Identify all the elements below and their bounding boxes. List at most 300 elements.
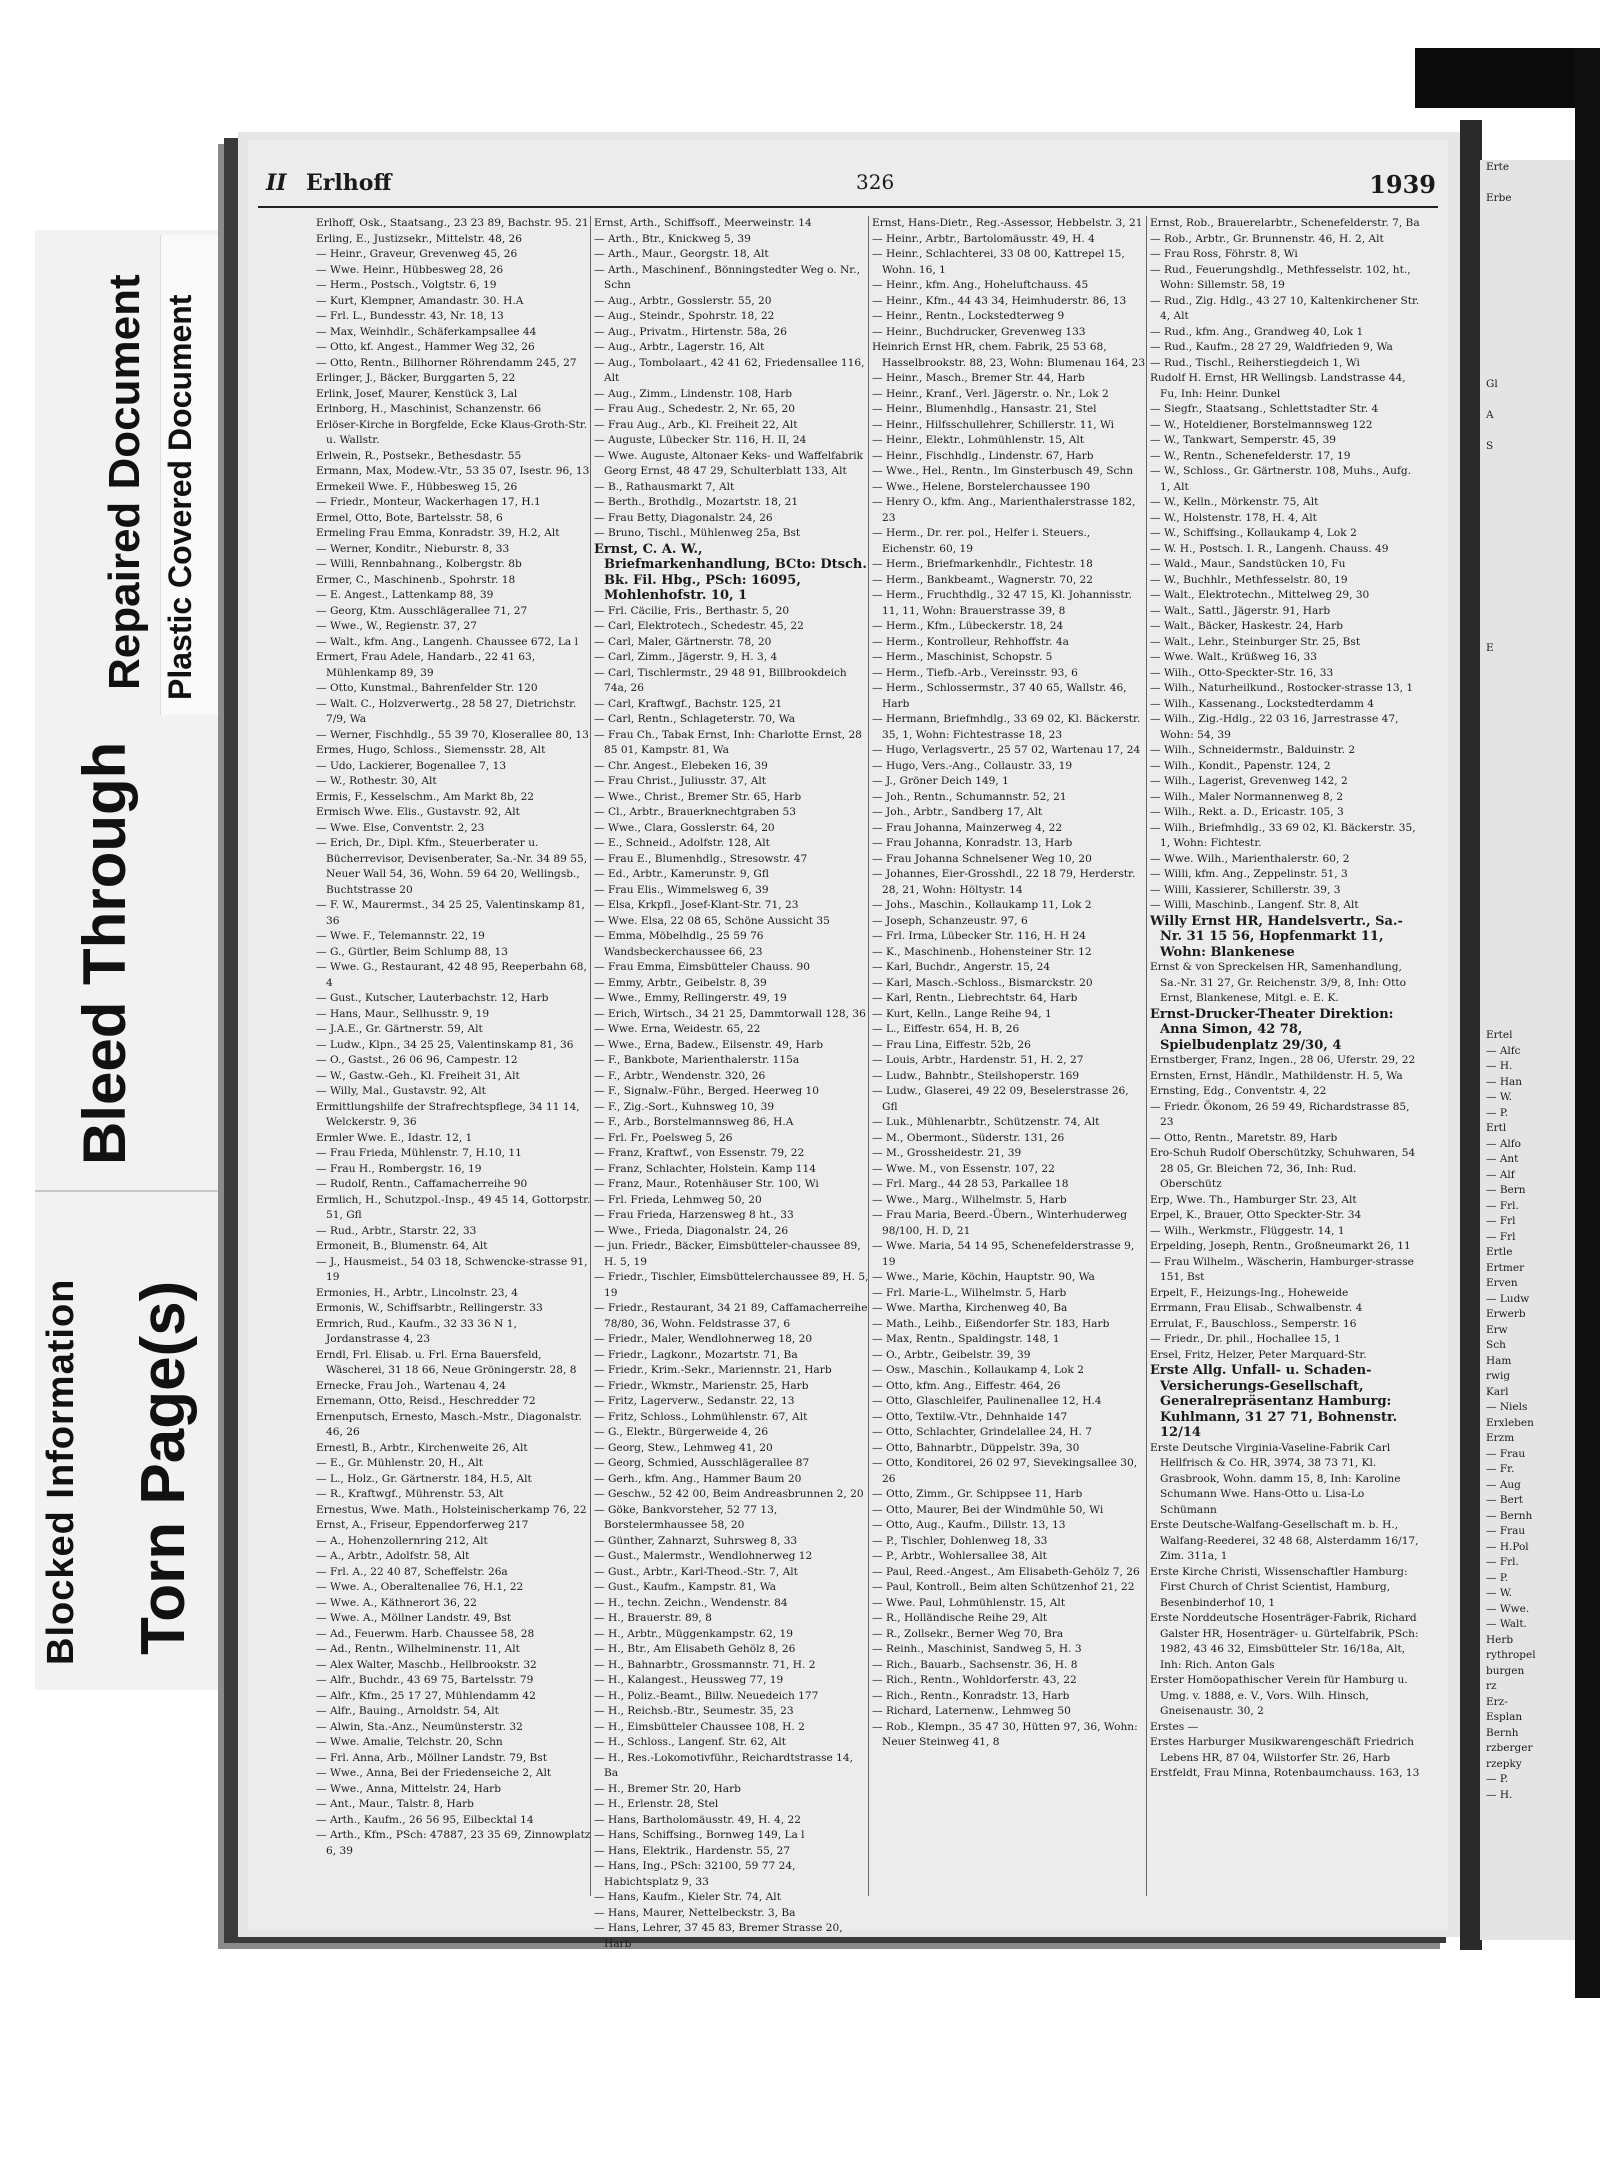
directory-entry: — Wilh., Kassenang., Lockstedterdamm 4 bbox=[1150, 697, 1374, 710]
adjacent-page-line bbox=[1480, 858, 1575, 874]
scanner-edge-shadow bbox=[1415, 48, 1600, 108]
directory-entry: — Willi, kfm. Ang., Zeppelinstr. 51, 3 bbox=[1150, 868, 1348, 880]
adjacent-page-line: Ertle bbox=[1486, 1246, 1513, 1258]
directory-entry: — Wilh., Werkmstr., Flüggestr. 14, 1 bbox=[1150, 1224, 1345, 1237]
directory-entry: — Friedr., Dr. phil., Hochallee 15, 1 bbox=[1150, 1333, 1341, 1345]
directory-entry: — Louis, Arbtr., Hardenstr. 51, H. 2, 27 bbox=[872, 1054, 1084, 1066]
directory-page bbox=[238, 132, 1460, 1950]
directory-entry: Erpelt, F., Heizungs-Ing., Hoheweide bbox=[1150, 1286, 1349, 1299]
adjacent-page-line: — Walt. bbox=[1486, 1618, 1527, 1630]
adjacent-page-line bbox=[1480, 966, 1575, 982]
directory-entry: — Wwe., Anna, Mittelstr. 24, Harb bbox=[316, 1782, 501, 1795]
adjacent-page-text bbox=[1480, 160, 1575, 1803]
running-head: Erlhoff bbox=[306, 170, 392, 196]
adjacent-page-line: — Frl bbox=[1486, 1215, 1516, 1227]
directory-entry: — Karl, Masch.-Schloss., Bismarckstr. 20 bbox=[872, 976, 1093, 989]
directory-entry: — Friedr., Lagkonr., Mozartstr. 71, Ba bbox=[594, 1348, 798, 1361]
directory-entry: — Erich, Dr., Dipl. Kfm., Steuerberater u. Bücherrevisor, Devisenberater, Sa.-Nr. 34 89 55, Neuer Wall 54, 36, Wohn. 59 64 20, Wellingsb., Buchtstrasse 20 bbox=[316, 837, 588, 896]
directory-entry: — G., Elektr., Bürgerweide 4, 26 bbox=[594, 1426, 769, 1438]
directory-entry: — Bruno, Tischl., Mühlenweg 25a, Bst bbox=[594, 527, 801, 539]
directory-entry: — Herm., Schlossermstr., 37 40 65, Wallstr. 46, Harb bbox=[872, 682, 1127, 710]
directory-entry: — Geschw., 52 42 00, Beim Andreasbrunnen 2, 20 bbox=[594, 1488, 864, 1500]
adjacent-page-line bbox=[1480, 951, 1575, 967]
directory-entry: — P., Arbtr., Wohlersallee 38, Alt bbox=[872, 1550, 1047, 1562]
directory-entry: — Frau Elis., Wimmelsweg 6, 39 bbox=[594, 883, 769, 896]
directory-entry: — Richard, Laternenw., Lehmweg 50 bbox=[872, 1705, 1071, 1717]
adjacent-page-line bbox=[1480, 842, 1575, 858]
directory-entry: — Frl. Anna, Arb., Möllner Landstr. 79, Bst bbox=[316, 1751, 547, 1764]
directory-entry: — Wilh., Schneidermstr., Balduinstr. 2 bbox=[1150, 744, 1356, 756]
directory-entry: — Hans, Maur., Sellhusstr. 9, 19 bbox=[316, 1007, 490, 1020]
directory-entry: Ermer, C., Maschinenb., Spohrstr. 18 bbox=[316, 573, 516, 586]
adjacent-page bbox=[1480, 160, 1575, 1940]
directory-entry: — Friedr., Krim.-Sekr., Mariennstr. 21, Harb bbox=[594, 1364, 832, 1376]
directory-entry: — Heinr., Elektr., Lohmühlenstr. 15, Alt bbox=[872, 434, 1084, 446]
directory-entry: — Otto, Bahnarbtr., Düppelstr. 39a, 30 bbox=[872, 1441, 1080, 1454]
adjacent-page-line bbox=[1480, 672, 1575, 688]
directory-entry: Ernst, A., Friseur, Eppendorferweg 217 bbox=[316, 1519, 529, 1531]
directory-entry: — Arth., Maschinenf., Bönningstedter Weg o. Nr., Schn bbox=[594, 263, 860, 291]
adjacent-page-line: — P. bbox=[1486, 1571, 1509, 1584]
directory-entry: Ermlich, H., Schutzpol.-Insp., 49 45 14, Gottorpstr. 51, Gfl bbox=[316, 1193, 591, 1221]
section-numeral: II bbox=[266, 170, 287, 196]
directory-entry: — Hermann, Briefmhdlg., 33 69 02, Kl. Bäckerstr. 35, 1, Wohn: Fichtestrasse 18, 23 bbox=[872, 713, 1141, 741]
directory-entry: Ernst, Hans-Dietr., Reg.-Assessor, Hebbelstr. 3, 21 bbox=[872, 217, 1143, 229]
adjacent-page-line bbox=[1480, 687, 1575, 703]
directory-entry: — Emmy, Arbtr., Geibelstr. 8, 39 bbox=[594, 976, 767, 989]
adjacent-page-line: — H.Pol bbox=[1486, 1540, 1529, 1553]
directory-entry: — Kurt, Kelln., Lange Reihe 94, 1 bbox=[872, 1007, 1052, 1020]
directory-entry: — Cl., Arbtr., Brauerknechtgraben 53 bbox=[594, 806, 797, 818]
adjacent-page-line: A bbox=[1486, 409, 1494, 421]
directory-entry: — Heinr., Rentn., Lockstedterweg 9 bbox=[872, 310, 1065, 322]
adjacent-page-line bbox=[1480, 734, 1575, 750]
adjacent-page-line: Ertel bbox=[1486, 1029, 1513, 1041]
directory-entry: — Ant., Maur., Talstr. 8, Harb bbox=[316, 1798, 474, 1810]
directory-entry: — M., Grossheidestr. 21, 39 bbox=[872, 1147, 1022, 1159]
directory-entry: — F., Signalw.-Führ., Berged. Heerweg 10 bbox=[594, 1085, 819, 1097]
directory-entry: — Franz, Kraftwf., von Essenstr. 79, 22 bbox=[594, 1147, 805, 1159]
directory-entry: — Wwe. Maria, 54 14 95, Schenefelderstrasse 9, 19 bbox=[872, 1240, 1135, 1268]
directory-entry: — Gust., Kutscher, Lauterbachstr. 12, Harb bbox=[316, 992, 549, 1004]
directory-entry: — Frau H., Rombergstr. 16, 19 bbox=[316, 1162, 482, 1175]
adjacent-page-line bbox=[1480, 594, 1575, 610]
adjacent-page-line: Herb bbox=[1486, 1633, 1514, 1646]
directory-entry: — H., Schloss., Langenf. Str. 62, Alt bbox=[594, 1736, 787, 1748]
directory-entry: Ernsten, Ernst, Händlr., Mathildenstr. H. 5, Wa bbox=[1150, 1069, 1403, 1082]
adjacent-page-line: rzberger bbox=[1486, 1742, 1533, 1754]
directory-entry: Erste Deutsche Virginia-Vaseline-Fabrik Carl Hellfrisch & Co. HR, 3974, 38 73 71, Kl. Grasbrook, Wohn. damm 15, 8, Inh: Karoline Schumann Wwe. Hans-Otto u. Lisa-Lo Schümann bbox=[1150, 1441, 1401, 1516]
directory-entry: Ernstberger, Franz, Ingen., 28 06, Uferstr. 29, 22 bbox=[1150, 1054, 1416, 1066]
directory-entry: — Emma, Möbelhdlg., 25 59 76 Wandsbeckerchaussee 66, 23 bbox=[594, 930, 764, 958]
adjacent-page-line bbox=[1480, 780, 1575, 796]
directory-entry: — Willi, Maschinb., Langenf. Str. 8, Alt bbox=[1150, 899, 1359, 911]
directory-entry: — Luk., Mühlenarbtr., Schützenstr. 74, Alt bbox=[872, 1116, 1100, 1128]
directory-entry: — Wwe. Amalie, Telchstr. 20, Schn bbox=[316, 1736, 503, 1748]
directory-entry: — Willi, Kassierer, Schillerstr. 39, 3 bbox=[1150, 883, 1341, 896]
directory-entry: Erlwein, R., Postsekr., Bethesdastr. 55 bbox=[316, 449, 522, 462]
label-plastic-covered: Plastic Covered Document bbox=[162, 294, 198, 700]
directory-entry: — Chr. Angest., Elebeken 16, 39 bbox=[594, 759, 768, 772]
directory-entry: — Herm., Tiefb.-Arb., Vereinsstr. 93, 6 bbox=[872, 666, 1078, 679]
directory-entry: — Frau Lina, Eiffestr. 52b, 26 bbox=[872, 1038, 1031, 1051]
year: 1939 bbox=[1369, 170, 1436, 199]
directory-entry: Ermler Wwe. E., Idastr. 12, 1 bbox=[316, 1131, 473, 1144]
directory-entry: — Frau Emma, Eimsbütteler Chauss. 90 bbox=[594, 961, 810, 973]
directory-entry: — Rud., Arbtr., Starstr. 22, 33 bbox=[316, 1224, 477, 1237]
directory-entry: — F. W., Maurermst., 34 25 25, Valentinskamp 81, 36 bbox=[316, 899, 585, 927]
directory-entry: — Heinr., Blumenhdlg., Hansastr. 21, Stel bbox=[872, 403, 1097, 415]
directory-entry: — Frau E., Blumenhdlg., Stresowstr. 47 bbox=[594, 852, 808, 865]
directory-entry: — L., Eiffestr. 654, H. B, 26 bbox=[872, 1023, 1020, 1035]
directory-entry: — Wwe., Anna, Bei der Friedenseiche 2, Alt bbox=[316, 1767, 552, 1779]
directory-entry: — Frl. Irma, Lübecker Str. 116, H. H 24 bbox=[872, 930, 1086, 942]
directory-entry: — Joh., Rentn., Schumannstr. 52, 21 bbox=[872, 790, 1067, 803]
directory-entry: — P., Tischler, Dohlenweg 18, 33 bbox=[872, 1534, 1048, 1547]
adjacent-page-line bbox=[1480, 935, 1575, 951]
directory-entry: — Walt., Sattl., Jägerstr. 91, Harb bbox=[1150, 604, 1331, 617]
adjacent-page-line: — Aug bbox=[1486, 1478, 1521, 1491]
column-2 bbox=[594, 216, 869, 1950]
directory-entry: — R., Zollsekr., Berner Weg 70, Bra bbox=[872, 1627, 1064, 1640]
page-number: 326 bbox=[856, 170, 895, 194]
directory-entry: — A., Hohenzollernring 212, Alt bbox=[316, 1534, 488, 1547]
directory-entry: — Otto, Textilw.-Vtr., Dehnhaide 147 bbox=[872, 1410, 1068, 1423]
adjacent-page-line: Erz- bbox=[1486, 1695, 1508, 1708]
directory-entry: — E. Angest., Lattenkamp 88, 39 bbox=[316, 589, 494, 601]
directory-entry: — G., Gürtler, Beim Schlump 88, 13 bbox=[316, 945, 509, 958]
directory-entry: — Otto, Rentn., Billhorner Röhrendamm 245, 27 bbox=[316, 356, 577, 369]
adjacent-page-line bbox=[1480, 997, 1575, 1013]
directory-entry: — Joseph, Schanzeustr. 97, 6 bbox=[872, 914, 1028, 927]
directory-entry: Ermert, Frau Adele, Handarb., 22 41 63, Mühlenkamp 89, 39 bbox=[316, 651, 536, 679]
directory-entry: — Carl, Zimm., Jägerstr. 9, H. 3, 4 bbox=[594, 651, 778, 663]
directory-entry: — Aug., Privatm., Hirtenstr. 58a, 26 bbox=[594, 325, 787, 338]
directory-entry: Erste Allg. Unfall- u. Schaden-Versicherungs-Gesellschaft, Generalrepräsentanz Hamburg: Kuhlmann, 31 27 71, Bohnenstr. 12/14 bbox=[1150, 1363, 1398, 1440]
directory-entry: — Arth., Btr., Knickweg 5, 39 bbox=[594, 232, 751, 245]
adjacent-page-line: Erte bbox=[1486, 161, 1510, 173]
directory-entry: — Herm., Fruchthdlg., 32 47 15, Kl. Johannisstr. 11, 11, Wohn: Brauerstrasse 39, 8 bbox=[872, 589, 1132, 617]
adjacent-page-line: burgen bbox=[1486, 1664, 1525, 1677]
directory-entry: — Heinr., Graveur, Grevenweg 45, 26 bbox=[316, 248, 518, 260]
directory-entry: — R., Kraftwgf., Mührenstr. 53, Alt bbox=[316, 1488, 504, 1500]
directory-page-paper bbox=[248, 140, 1448, 1950]
directory-entry: — Otto, Maurer, Bei der Windmühle 50, Wi bbox=[872, 1503, 1104, 1516]
directory-entry: — Hans, Elektrik., Hardenstr. 55, 27 bbox=[594, 1844, 791, 1857]
directory-entry: — J.A.E., Gr. Gärtnerstr. 59, Alt bbox=[316, 1023, 483, 1035]
directory-entry: — Walt., kfm. Ang., Langenh. Chaussee 672, La l bbox=[316, 635, 578, 648]
directory-entry: — Auguste, Lübecker Str. 116, H. II, 24 bbox=[594, 434, 807, 446]
directory-entry: — Wwe. Wilh., Marienthalerstr. 60, 2 bbox=[1150, 852, 1350, 865]
directory-entry: — Heinr., Fischhdlg., Lindenstr. 67, Harb bbox=[872, 449, 1094, 462]
adjacent-page-line: Sch bbox=[1486, 1339, 1506, 1351]
directory-entry: — Arth., Kaufm., 26 56 95, Eilbecktal 14 bbox=[316, 1813, 534, 1826]
adjacent-page-line bbox=[1480, 346, 1575, 362]
directory-entry: — Carl, Elektrotech., Schedestr. 45, 22 bbox=[594, 620, 804, 632]
directory-entry: Ernst, C. A. W., Briefmarkenhandlung, BCto: Dtsch. Bk. Fil. Hbg., PSch: 16095, Mohlenhofstr. 10, 1 bbox=[594, 541, 867, 603]
directory-entry: Errulat, F., Bauschloss., Semperstr. 16 bbox=[1150, 1317, 1357, 1330]
directory-entry: — Fritz, Schloss., Lohmühlenstr. 67, Alt bbox=[594, 1410, 808, 1423]
directory-entry: Ersel, Fritz, Helzer, Peter Marquard-Str. bbox=[1150, 1348, 1367, 1361]
directory-entry: Ermes, Hugo, Schloss., Siemensstr. 28, Alt bbox=[316, 744, 546, 756]
directory-entry: — H., Bremer Str. 20, Harb bbox=[594, 1782, 741, 1795]
directory-entry: — Heinr., Masch., Bremer Str. 44, Harb bbox=[872, 372, 1085, 384]
directory-entry: — Reinh., Maschinist, Sandweg 5, H. 3 bbox=[872, 1643, 1082, 1655]
adjacent-page-line: Erwerb bbox=[1486, 1308, 1526, 1320]
directory-entry: — H., Erlenstr. 28, Stel bbox=[594, 1798, 719, 1810]
directory-entry: — Gust., Arbtr., Karl-Theod.-Str. 7, Alt bbox=[594, 1565, 798, 1578]
directory-entry: — Wwe., Christ., Bremer Str. 65, Harb bbox=[594, 790, 802, 803]
adjacent-page-line: — H. bbox=[1486, 1788, 1513, 1801]
directory-entry: — Alex Walter, Maschb., Hellbrookstr. 32 bbox=[316, 1658, 537, 1671]
directory-entry: — Arth., Maur., Georgstr. 18, Alt bbox=[594, 248, 769, 260]
directory-entry: Willy Ernst HR, Handelsvertr., Sa.-Nr. 31 15 56, Hopfenmarkt 11, Wohn: Blankenese bbox=[1150, 913, 1403, 960]
directory-entry: — Rich., Rentn., Konradstr. 13, Harb bbox=[872, 1689, 1070, 1702]
adjacent-page-line: Erzm bbox=[1486, 1432, 1515, 1444]
directory-entry: — H., Btr., Am Elisabeth Gehölz 8, 26 bbox=[594, 1643, 796, 1655]
adjacent-page-line bbox=[1480, 238, 1575, 254]
directory-entry: — Herm., Bankbeamt., Wagnerstr. 70, 22 bbox=[872, 573, 1094, 586]
adjacent-page-line bbox=[1480, 579, 1575, 595]
directory-entry: Erstes Harburger Musikwarengeschäft Friedrich Lebens HR, 87 04, Wilstorfer Str. 26, Harb bbox=[1150, 1736, 1414, 1764]
directory-entry: — Franz, Schlachter, Holstein. Kamp 114 bbox=[594, 1162, 817, 1175]
directory-entry: — Udo, Lackierer, Bogenallee 7, 13 bbox=[316, 759, 507, 772]
directory-entry: — Wwe., Helene, Borstelerchaussee 190 bbox=[872, 480, 1091, 493]
directory-entry: — Franz, Maur., Rotenhäuser Str. 100, Wi bbox=[594, 1178, 819, 1190]
adjacent-page-line: — Niels bbox=[1486, 1401, 1528, 1413]
column-divider bbox=[1146, 216, 1147, 1896]
adjacent-page-line bbox=[1480, 455, 1575, 471]
adjacent-page-line bbox=[1480, 517, 1575, 533]
directory-entry: — Alfr., Buchdr., 43 69 75, Bartelsstr. 79 bbox=[316, 1674, 534, 1686]
adjacent-page-line bbox=[1480, 207, 1575, 223]
directory-entry: Heinrich Ernst HR, chem. Fabrik, 25 53 68, Hasselbrookstr. 88, 23, Wohn: Blumenau 164, 23 bbox=[872, 341, 1146, 369]
directory-entry: — Wwe. Erna, Weidestr. 65, 22 bbox=[594, 1023, 761, 1035]
adjacent-page-line bbox=[1480, 765, 1575, 781]
adjacent-page-line bbox=[1480, 424, 1575, 440]
page-header bbox=[266, 170, 1436, 206]
adjacent-page-line bbox=[1480, 362, 1575, 378]
directory-entry: Ermonies, H., Arbtr., Lincolnstr. 23, 4 bbox=[316, 1286, 519, 1299]
directory-entry: — W., Tankwart, Semperstr. 45, 39 bbox=[1150, 434, 1337, 446]
adjacent-page-line bbox=[1480, 176, 1575, 192]
directory-entry: — Wwe. Else, Conventstr. 2, 23 bbox=[316, 821, 485, 834]
label-divider bbox=[35, 1190, 220, 1192]
directory-entry: — Walt., Bäcker, Haskestr. 24, Harb bbox=[1150, 620, 1343, 632]
directory-entry: Ermrich, Rud., Kaufm., 32 33 36 N 1, Jordanstrasse 4, 23 bbox=[316, 1317, 517, 1345]
directory-entry: — W., Schloss., Gr. Gärtnerstr. 108, Muhs., Aufg. 1, Alt bbox=[1150, 465, 1412, 493]
directory-entry: — F., Bankbote, Marienthalerstr. 115a bbox=[594, 1054, 800, 1066]
directory-entry: Ernenputsch, Ernesto, Masch.-Mstr., Diagonalstr. 46, 26 bbox=[316, 1410, 582, 1438]
directory-entry: Erste Deutsche-Walfang-Gesellschaft m. b. H., Walfang-Reederei, 32 48 68, Alsterdamm 16/17, Zim. 311a, 1 bbox=[1150, 1519, 1419, 1562]
directory-entry: — Carl, Tischlermstr., 29 48 91, Billbrookdeich 74a, 26 bbox=[594, 666, 847, 694]
directory-entry: Ermeling Frau Emma, Konradstr. 39, H.2, Alt bbox=[316, 527, 560, 539]
directory-entry: — Rud., Feuerungshdlg., Methfesselstr. 102, ht., Wohn: Sillemstr. 58, 19 bbox=[1150, 263, 1411, 291]
directory-entry: — Aug., Zimm., Lindenstr. 108, Harb bbox=[594, 387, 793, 400]
adjacent-page-line bbox=[1480, 920, 1575, 936]
directory-entry: — Frau Ch., Tabak Ernst, Inh: Charlotte Ernst, 28 85 01, Kampstr. 81, Wa bbox=[594, 728, 862, 756]
adjacent-page-line: — Frau bbox=[1486, 1525, 1526, 1537]
directory-entry: — Herm., Kontrolleur, Rehhoffstr. 4a bbox=[872, 635, 1069, 648]
adjacent-page-line bbox=[1480, 718, 1575, 734]
adjacent-page-line: — Frau bbox=[1486, 1447, 1526, 1460]
column-4 bbox=[1150, 216, 1420, 1916]
directory-entry: — Wilh., Kondit., Papenstr. 124, 2 bbox=[1150, 759, 1331, 772]
adjacent-page-line bbox=[1480, 300, 1575, 316]
directory-entry: — Alfr., Bauing., Arnoldstr. 54, Alt bbox=[316, 1705, 499, 1717]
directory-entry: — L., Holz., Gr. Gärtnerstr. 184, H.5, Alt bbox=[316, 1472, 532, 1485]
adjacent-page-line: rwig bbox=[1486, 1370, 1511, 1382]
label-torn-pages: Torn Page(s) bbox=[129, 1280, 198, 1655]
adjacent-page-line bbox=[1480, 470, 1575, 486]
directory-entry: — Werner, Konditr., Nieburstr. 8, 33 bbox=[316, 542, 510, 555]
book-spine bbox=[1460, 120, 1482, 1950]
adjacent-page-line: Ham bbox=[1486, 1354, 1512, 1367]
adjacent-page-line: — Bern bbox=[1486, 1184, 1526, 1196]
adjacent-page-line: Karl bbox=[1486, 1385, 1509, 1398]
directory-entry: — Herm., Dr. rer. pol., Helfer i. Steuers., Eichenstr. 60, 19 bbox=[872, 527, 1091, 555]
adjacent-page-line: — Alfo bbox=[1486, 1137, 1521, 1150]
directory-entry: — Heinr., Arbtr., Bartolomäusstr. 49, H. 4 bbox=[872, 232, 1095, 245]
directory-entry: — Max, Rentn., Spaldingstr. 148, 1 bbox=[872, 1333, 1060, 1345]
directory-entry: — Wwe., Frieda, Diagonalstr. 24, 26 bbox=[594, 1224, 789, 1237]
adjacent-page-line bbox=[1480, 331, 1575, 347]
directory-entry: — Wwe. Walt., Krüßweg 16, 33 bbox=[1150, 651, 1318, 663]
directory-entry: — H., Res.-Lokomotivführ., Reichardtstrasse 14, Ba bbox=[594, 1751, 854, 1779]
directory-entry: — Friedr., Restaurant, 34 21 89, Caffamacherreihe 78/80, 36, Wohn. Feldstrasse 37, 6 bbox=[594, 1302, 868, 1330]
directory-entry: — Wilh., Rekt. a. D., Ericastr. 105, 3 bbox=[1150, 806, 1344, 818]
scanner-edge-shadow bbox=[1575, 48, 1600, 1998]
directory-entry: Ermann, Max, Modew.-Vtr., 53 35 07, Isestr. 96, 13 bbox=[316, 465, 590, 477]
directory-entry: — Otto, Zimm., Gr. Schippsee 11, Harb bbox=[872, 1488, 1083, 1500]
adjacent-page-line: Bernh bbox=[1486, 1726, 1519, 1739]
directory-entry: — Wwe., W., Regienstr. 37, 27 bbox=[316, 620, 477, 632]
adjacent-page-line: Esplan bbox=[1486, 1711, 1523, 1723]
directory-entry: — E., Schneid., Adolfstr. 128, Alt bbox=[594, 837, 770, 849]
directory-entry: — Erich, Wirtsch., 34 21 25, Dammtorwall 128, 36 bbox=[594, 1007, 866, 1020]
directory-entry: — Friedr., Monteur, Wackerhagen 17, H.1 bbox=[316, 496, 541, 508]
directory-entry: — Paul, Kontroll., Beim alten Schützenhof 21, 22 bbox=[872, 1581, 1135, 1593]
adjacent-page-line bbox=[1480, 904, 1575, 920]
adjacent-page-line bbox=[1480, 656, 1575, 672]
directory-entry: — Otto, Glaschleifer, Paulinenallee 12, H.4 bbox=[872, 1395, 1102, 1407]
directory-entry: — W., Rentn., Schenefelderstr. 17, 19 bbox=[1150, 449, 1351, 462]
directory-entry: — Berth., Brothdlg., Mozartstr. 18, 21 bbox=[594, 496, 799, 508]
directory-entry: Ernestl, B., Arbtr., Kirchenweite 26, Alt bbox=[316, 1441, 528, 1454]
directory-entry: — Georg, Schmied, Ausschlägerallee 87 bbox=[594, 1457, 810, 1469]
directory-entry: — Carl, Maler, Gärtnerstr. 78, 20 bbox=[594, 635, 772, 648]
adjacent-page-line: rzepky bbox=[1486, 1757, 1522, 1770]
directory-entry: — Hans, Schiffsing., Bornweg 149, La l bbox=[594, 1829, 805, 1841]
directory-entry: — Hans, Kaufm., Kieler Str. 74, Alt bbox=[594, 1891, 781, 1903]
directory-entry: — Otto, kfm. Ang., Eiffestr. 464, 26 bbox=[872, 1379, 1061, 1392]
directory-entry: — Göke, Bankvorsteher, 52 77 13, Borstelermhaussee 58, 20 bbox=[594, 1503, 778, 1531]
directory-entry: Erpel, K., Brauer, Otto Speckter-Str. 34 bbox=[1150, 1209, 1362, 1221]
directory-entry: — W., Holstenstr. 178, H. 4, Alt bbox=[1150, 511, 1317, 524]
directory-entry: — Math., Leihb., Eißendorfer Str. 183, Harb bbox=[872, 1317, 1110, 1330]
directory-entry: — O., Gastst., 26 06 96, Campestr. 12 bbox=[316, 1054, 518, 1066]
directory-entry: — Heinr., Kfm., 44 43 34, Heimhuderstr. 86, 13 bbox=[872, 294, 1127, 307]
directory-entry: — Ludw., Klpn., 34 25 25, Valentinskamp 81, 36 bbox=[316, 1038, 574, 1051]
directory-entry: — Wwe. Martha, Kirchenweg 40, Ba bbox=[872, 1302, 1068, 1314]
directory-entry: — Wwe., Marg., Wilhelmstr. 5, Harb bbox=[872, 1193, 1067, 1206]
directory-entry: — W. H., Postsch. I. R., Langenh. Chauss. 49 bbox=[1150, 542, 1389, 555]
adjacent-page-line: Erbe bbox=[1486, 192, 1512, 204]
adjacent-page-line bbox=[1480, 625, 1575, 641]
directory-entry: — Osw., Maschin., Kollaukamp 4, Lok 2 bbox=[872, 1364, 1084, 1376]
adjacent-page-line bbox=[1480, 827, 1575, 843]
directory-entry: — Frau Johanna Schnelsener Weg 10, 20 bbox=[872, 852, 1092, 865]
directory-entry: Ernst, Rob., Brauerelarbtr., Schenefelderstr. 7, Ba bbox=[1150, 217, 1420, 229]
adjacent-page-line: — Alf bbox=[1486, 1168, 1515, 1181]
adjacent-page-line: — Wwe. bbox=[1486, 1602, 1530, 1615]
directory-entry: — Rudolf, Rentn., Caffamacherreihe 90 bbox=[316, 1178, 528, 1190]
directory-entry: — Wilh., Lagerist, Grevenweg 142, 2 bbox=[1150, 775, 1348, 787]
adjacent-page-line: — Bernh bbox=[1486, 1509, 1533, 1522]
directory-entry: Ermis, F., Kesselschm., Am Markt 8b, 22 bbox=[316, 790, 535, 803]
directory-entry: Erlnborg, H., Maschinist, Schanzenstr. 66 bbox=[316, 403, 542, 415]
directory-entry: — Rich., Rentn., Wohldorferstr. 43, 22 bbox=[872, 1674, 1077, 1686]
directory-entry: — Friedr., Maler, Wendlohnerweg 18, 20 bbox=[594, 1333, 813, 1345]
directory-entry: — Frau Wilhelm., Wäscherin, Hamburger-strasse 151, Bst bbox=[1150, 1255, 1414, 1283]
directory-entry: — H., Poliz.-Beamt., Billw. Neuedeich 177 bbox=[594, 1689, 819, 1702]
directory-entry: — Wald., Maur., Sandstücken 10, Fu bbox=[1150, 558, 1346, 570]
directory-entry: — Carl, Kraftwgf., Bachstr. 125, 21 bbox=[594, 697, 783, 710]
adjacent-page-line: — P. bbox=[1486, 1773, 1509, 1785]
directory-entry: — Frl. Fr., Poelsweg 5, 26 bbox=[594, 1131, 733, 1144]
directory-entry: — F., Arb., Borstelmannsweg 86, H.A bbox=[594, 1116, 794, 1128]
directory-entry: — W., Hoteldiener, Borstelmannsweg 122 bbox=[1150, 418, 1373, 431]
adjacent-page-line: Ertmer bbox=[1486, 1261, 1525, 1274]
adjacent-page-line bbox=[1480, 563, 1575, 579]
adjacent-page-line bbox=[1480, 982, 1575, 998]
column-divider bbox=[590, 216, 591, 1896]
directory-entry: — H., Brauerstr. 89, 8 bbox=[594, 1612, 712, 1624]
directory-entry: — Rud., Kaufm., 28 27 29, Waldfrieden 9, Wa bbox=[1150, 341, 1393, 353]
directory-entry: Erstfeldt, Frau Minna, Rotenbaumchauss. 163, 13 bbox=[1150, 1767, 1420, 1779]
directory-entry: — Wwe. Auguste, Altonaer Keks- und Waffelfabrik Georg Ernst, 48 47 29, Schulterblatt 133, Alt bbox=[594, 449, 864, 477]
directory-entry: — H., Kalangest., Heussweg 77, 19 bbox=[594, 1674, 784, 1686]
adjacent-page-line: E bbox=[1486, 641, 1494, 654]
adjacent-page-line: — Han bbox=[1486, 1075, 1523, 1088]
directory-entry: — Gust., Kaufm., Kampstr. 81, Wa bbox=[594, 1581, 777, 1593]
directory-entry: — J., Hausmeist., 54 03 18, Schwencke-strasse 91, 19 bbox=[316, 1255, 588, 1283]
directory-entry: Ernsting, Edg., Conventstr. 4, 22 bbox=[1150, 1085, 1327, 1097]
directory-entry: — K., Maschinenb., Hohensteiner Str. 12 bbox=[872, 945, 1092, 958]
directory-entry: Erstes — bbox=[1150, 1720, 1199, 1733]
directory-entry: — Wwe., Clara, Gosslerstr. 64, 20 bbox=[594, 821, 775, 834]
directory-entry: — Rud., Tischl., Reiherstiegdeich 1, Wi bbox=[1150, 356, 1360, 369]
adjacent-page-line bbox=[1480, 873, 1575, 889]
adjacent-page-line: Gl bbox=[1486, 378, 1498, 390]
label-repaired-document: Repaired Document bbox=[100, 274, 149, 690]
directory-entry: — Gerh., kfm. Ang., Hammer Baum 20 bbox=[594, 1472, 802, 1485]
directory-entry: — Wwe. M., von Essenstr. 107, 22 bbox=[872, 1162, 1055, 1175]
directory-entry: — Frau Frieda, Harzensweg 8 ht., 33 bbox=[594, 1209, 794, 1221]
directory-entry: — Frau Betty, Diagonalstr. 24, 26 bbox=[594, 511, 773, 524]
adjacent-page-line bbox=[1480, 269, 1575, 285]
directory-entry: — Werner, Fischhdlg., 55 39 70, Kloserallee 80, 13 bbox=[316, 728, 589, 741]
directory-entry: — Paul, Reed.-Angest., Am Elisabeth-Gehölz 7, 26 bbox=[872, 1565, 1140, 1578]
directory-entry: — H., Bahnarbtr., Grossmannstr. 71, H. 2 bbox=[594, 1658, 816, 1671]
label-bleed-through: Bleed Through bbox=[71, 741, 138, 1165]
column-divider bbox=[868, 216, 869, 1896]
directory-entry: — Rud., kfm. Ang., Grandweg 40, Lok 1 bbox=[1150, 325, 1364, 338]
directory-entry: — Frau Johanna, Konradstr. 13, Harb bbox=[872, 837, 1073, 849]
directory-entry: — Walt., Elektrotechn., Mittelweg 29, 30 bbox=[1150, 589, 1370, 601]
directory-entry: Erlink, Josef, Maurer, Kenstück 3, Lal bbox=[316, 387, 518, 400]
directory-entry: — Frau Aug., Schedestr. 2, Nr. 65, 20 bbox=[594, 403, 795, 415]
